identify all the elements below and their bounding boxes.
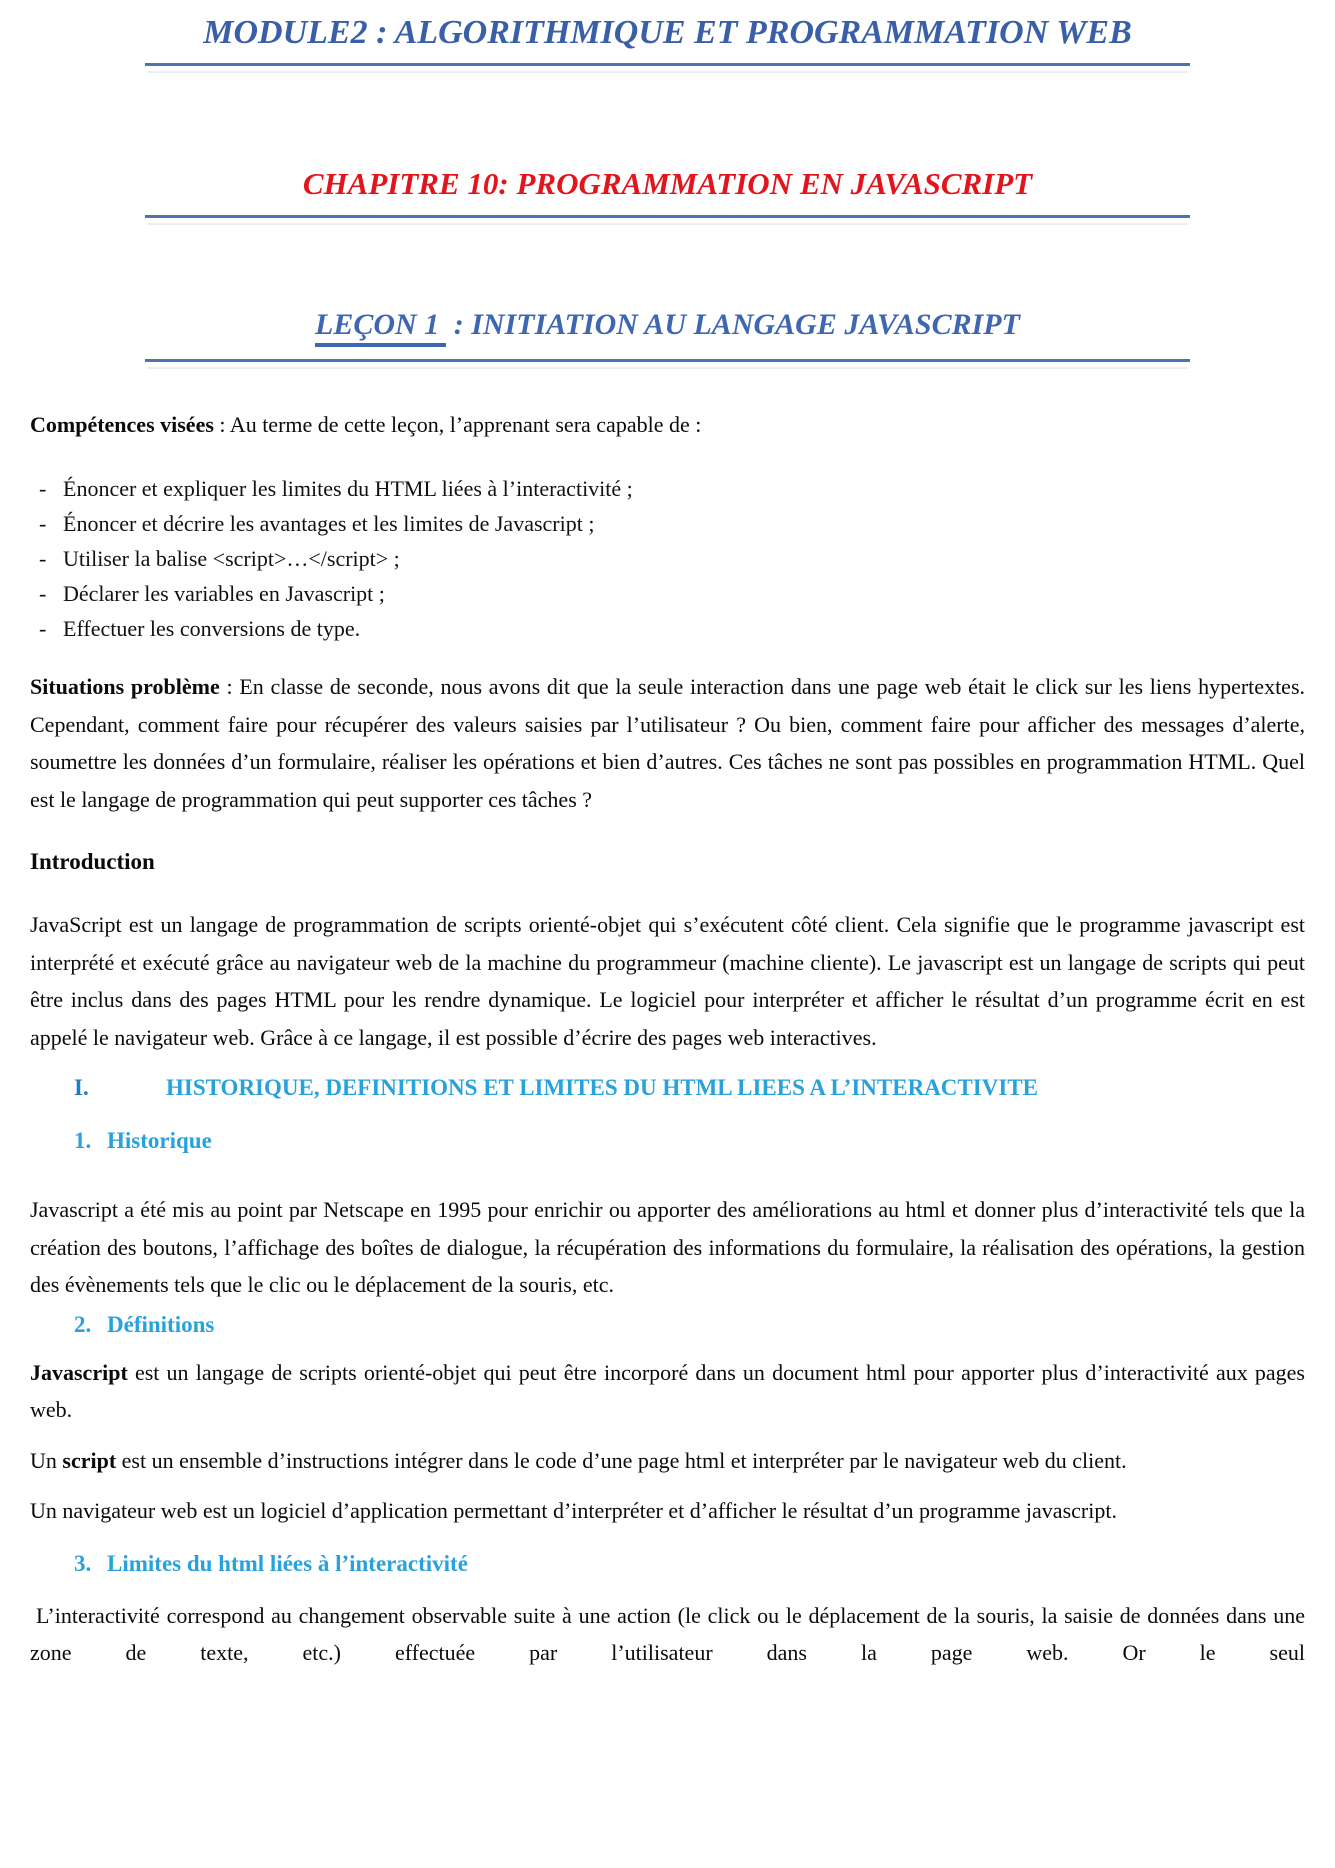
- introduction-heading: Introduction: [30, 849, 155, 875]
- subsection-number: 1.: [74, 1128, 92, 1154]
- competences-list: [30, 471, 1305, 646]
- list-item: [30, 611, 1305, 646]
- subsection-title: Historique: [107, 1128, 212, 1154]
- definition-script-paragraph: [30, 1442, 1305, 1480]
- definition-javascript-paragraph: [30, 1354, 1305, 1429]
- list-item-text: Déclarer les variables en Javascript ;: [63, 581, 385, 607]
- dash-bullet: -: [39, 511, 47, 537]
- definition-term: Javascript: [30, 1359, 128, 1385]
- definition-term: script: [62, 1447, 117, 1473]
- list-item-text: Effectuer les conversions de type.: [63, 616, 361, 642]
- competences-intro-text: : Au terme de cette leçon, l’apprenant sera capable de :: [213, 411, 702, 437]
- definition-text: est un langage de scripts orienté-objet qui peut être incorporé dans un document html pour apporter plus d’interactivité aux pages web.: [30, 1359, 1305, 1423]
- definition-pre: Un: [30, 1447, 63, 1473]
- competences-label: Compétences visées: [30, 411, 214, 437]
- chapter-divider: [145, 215, 1190, 218]
- chapter-title: CHAPITRE 10: PROGRAMMATION EN JAVASCRIPT: [302, 165, 1033, 201]
- list-item: [30, 471, 1305, 506]
- definition-navigateur-paragraph: Un navigateur web est un logiciel d’application permettant d’interpréter et d’afficher le résultat d’un programme javascript.: [30, 1498, 1117, 1524]
- dash-bullet: -: [39, 581, 47, 607]
- list-item-text: Énoncer et décrire les avantages et les limites de Javascript ;: [63, 511, 595, 537]
- situation-label: Situations problème: [30, 674, 220, 700]
- module-divider: [145, 63, 1190, 66]
- lesson-title: [30, 308, 1305, 343]
- list-item: [30, 541, 1305, 576]
- list-item: [30, 506, 1305, 541]
- subsection-heading-limites: [30, 1545, 1305, 1583]
- section-heading-1: [30, 1069, 1305, 1107]
- lesson-number-underlined: LEÇON 1: [315, 308, 446, 347]
- subsection-title: Limites du html liées à l’interactivité: [107, 1550, 468, 1576]
- subsection-number: 3.: [74, 1550, 92, 1576]
- definition-text: est un ensemble d’instructions intégrer dans le code d’une page html et interpréter par le navigateur web du client.: [116, 1447, 1127, 1473]
- section-title: HISTORIQUE, DEFINITIONS ET LIMITES DU HTML LIEES A L’INTERACTIVITE: [166, 1075, 1038, 1101]
- lesson-divider: [145, 359, 1190, 362]
- list-item-text: Énoncer et expliquer les limites du HTML liées à l’interactivité ;: [63, 476, 633, 502]
- subsection-heading-historique: [30, 1122, 1305, 1160]
- dash-bullet: -: [39, 476, 47, 502]
- historique-paragraph: Javascript a été mis au point par Netscape en 1995 pour enrichir ou apporter des améliorations au html et donner plus d’interactivité tels que la création des boutons, l’affichage des boîtes de dialogue, la récupération des informations du formulaire, la réalisation des opérations, la gestion des évènements tels que le clic ou le déplacement de la souris, etc.: [30, 1197, 1305, 1298]
- subsection-title: Définitions: [107, 1311, 215, 1337]
- limites-paragraph: L’interactivité correspond au changement observable suite à une action (le click ou le déplacement de la souris, la saisie de données dans une zone de texte, etc.) effectuée par l’utilisateur dans la page web. Or le seul: [30, 1602, 1305, 1666]
- competences-paragraph: [30, 406, 1305, 444]
- situation-text: : En classe de seconde, nous avons dit que la seule interaction dans une page web était le click sur les liens hypertextes. Cependant, comment faire pour récupérer des valeurs saisies par l’utilisateur ? Ou bien, comment faire pour afficher des messages d’alerte, soumettre les données d’un formulaire, réaliser les opérations et bien d’autres. Ces tâches ne sont pas possibles en programmation HTML. Quel est le langage de programmation qui peut supporter ces tâches ?: [30, 674, 1306, 812]
- introduction-paragraph: JavaScript est un langage de programmation de scripts orienté-objet qui s’exécutent côté client. Cela signifie que le programme javascript est interprété et exécuté grâce au navigateur web de la machine du programmeur (machine cliente). Le javascript est un langage de scripts qui peut être inclus dans des pages HTML pour les rendre dynamique. Le logiciel pour interpréter et afficher le résultat d’un programme écrit en est appelé le navigateur web. Grâce à ce langage, il est possible d’écrire des pages web interactives.: [30, 912, 1305, 1050]
- subsection-number: 2.: [74, 1311, 92, 1337]
- section-numeral: I.: [74, 1075, 89, 1101]
- subsection-heading-definitions: [30, 1306, 1305, 1344]
- situation-paragraph: [30, 668, 1305, 818]
- list-item: [30, 576, 1305, 611]
- dash-bullet: -: [39, 546, 47, 572]
- dash-bullet: -: [39, 616, 47, 642]
- list-item-text: Utiliser la balise <script>…</script> ;: [63, 546, 400, 572]
- module-title: MODULE2 : ALGORITHMIQUE ET PROGRAMMATION WEB: [203, 14, 1132, 51]
- lesson-title-rest: : INITIATION AU LANGAGE JAVASCRIPT: [446, 308, 1020, 342]
